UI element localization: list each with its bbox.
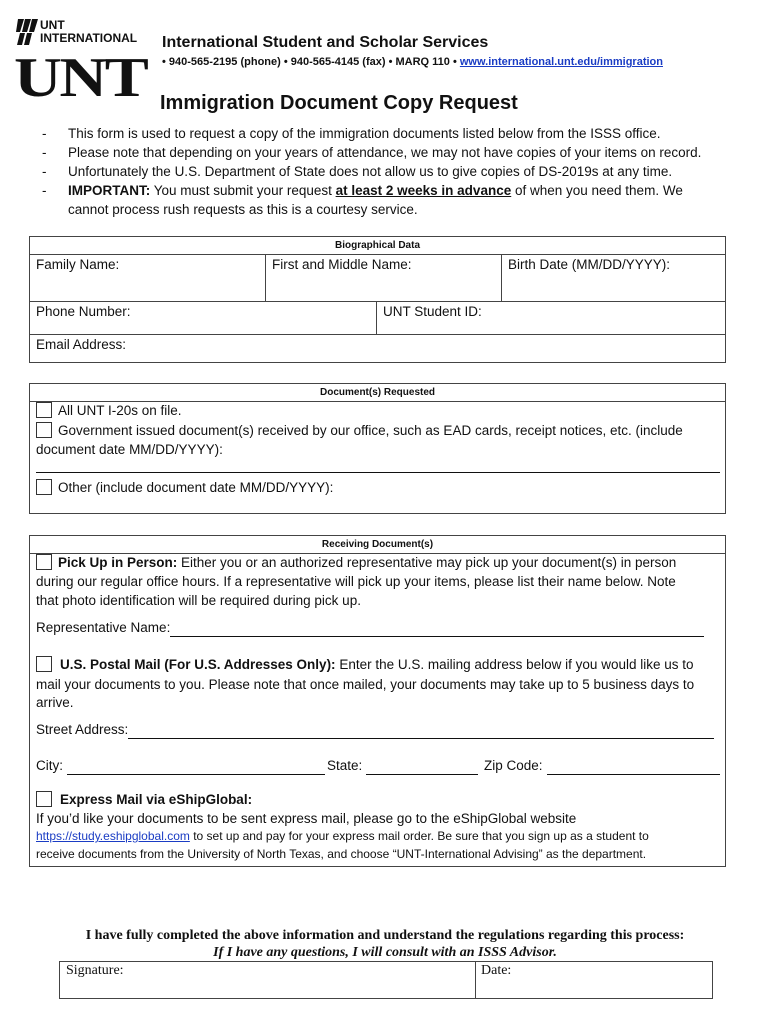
important-label: IMPORTANT: <box>68 183 151 198</box>
postal-option <box>36 655 694 674</box>
option-label-cont: document date MM/DD/YYYY): <box>36 442 223 457</box>
bullet-dash: - <box>42 164 47 179</box>
eshipglobal-link[interactable]: https://study.eshipglobal.com <box>36 829 190 843</box>
pickup-label: Pick Up in Person: <box>58 555 178 570</box>
option-label: Other (include document date MM/DD/YYYY): <box>58 480 334 495</box>
section-header: Document(s) Requested <box>30 384 725 402</box>
representative-name-field[interactable] <box>36 618 704 637</box>
zip-code-field[interactable] <box>484 756 720 775</box>
immigration-link[interactable]: www.international.unt.edu/immigration <box>459 56 663 68</box>
postal-text: arrive. <box>36 695 74 710</box>
document-title: Immigration Document Copy Request <box>160 92 518 114</box>
street-address-field[interactable] <box>36 720 714 739</box>
eagle-icon <box>16 19 38 45</box>
field-label: State: <box>327 758 363 773</box>
postal-label: U.S. Postal Mail (For U.S. Addresses Only): <box>60 657 336 672</box>
signature-field[interactable]: Signature: <box>66 963 124 978</box>
field-label: Representative Name: <box>36 620 171 635</box>
field-label: City: <box>36 758 63 773</box>
option-government-docs <box>36 421 683 440</box>
express-text: receive documents from the University of North Texas, and choose “UNT-International Advising” as the department. <box>36 847 647 861</box>
bullet-text-part: cannot process rush requests as this is a courtesy service. <box>68 202 418 217</box>
pickup-text: that photo identification will be required during pick up. <box>36 593 361 608</box>
list-item <box>42 124 742 143</box>
option-label: All UNT I-20s on file. <box>58 403 182 418</box>
signature-box <box>59 961 713 999</box>
bullet-dash: - <box>42 145 47 160</box>
unt-international-logo <box>16 19 151 47</box>
city-field[interactable] <box>36 756 325 775</box>
other-checkbox[interactable] <box>36 479 52 495</box>
postal-checkbox[interactable] <box>36 656 52 672</box>
postal-text: mail your documents to you. Please note that once mailed, your documents may take up to 5 business days to <box>36 677 695 692</box>
logo-line1: UNT <box>40 18 65 32</box>
government-docs-checkbox[interactable] <box>36 422 52 438</box>
biographical-section <box>29 236 726 363</box>
unt-logo-mark: UNT <box>14 47 147 109</box>
express-label: Express Mail via eShipGlobal: <box>60 792 253 807</box>
email-address-field[interactable]: Email Address: <box>36 337 127 352</box>
intro-list <box>42 124 742 219</box>
bullet-text-part: You must submit your request <box>150 183 336 198</box>
representative-name-line[interactable] <box>170 623 704 637</box>
contact-info: • 940-565-2195 (phone) • 940-565-4145 (fax) • MARQ 110 • <box>162 56 460 68</box>
bullet-text: Unfortunately the U.S. Department of State does not allow us to give copies of DS-2019s at any time. <box>68 164 673 179</box>
street-address-line[interactable] <box>128 725 714 739</box>
office-contact <box>162 56 663 68</box>
option-label: Government issued document(s) received by our office, such as EAD cards, receipt notices, etc. (include <box>58 423 683 438</box>
bullet-text <box>68 181 742 219</box>
list-item <box>42 181 742 219</box>
phone-number-field[interactable]: Phone Number: <box>36 304 131 319</box>
student-id-field[interactable]: UNT Student ID: <box>383 304 482 319</box>
birth-date-field[interactable]: Birth Date (MM/DD/YYYY): <box>508 257 671 272</box>
zip-code-line[interactable] <box>547 761 720 775</box>
i20s-checkbox[interactable] <box>36 402 52 418</box>
bullet-text: This form is used to request a copy of the immigration documents listed below from the ISSS office. <box>68 126 661 141</box>
field-label: Zip Code: <box>484 758 543 773</box>
pickup-checkbox[interactable] <box>36 554 52 570</box>
list-item <box>42 162 742 181</box>
option-i20s <box>36 401 182 420</box>
bullet-text: Please note that depending on your years of attendance, we may not have copies of your items on record. <box>68 145 702 160</box>
pickup-text: during our regular office hours. If a representative will pick up your items, please list their name below. Note <box>36 574 676 589</box>
express-option <box>36 790 252 809</box>
section-header: Receiving Document(s) <box>30 536 725 554</box>
pickup-option <box>36 553 676 572</box>
express-text: If you’d like your documents to be sent express mail, please go to the eShipGlobal website <box>36 811 577 826</box>
option-other <box>36 478 333 497</box>
acknowledgement-statement: I have fully completed the above information and understand the regulations regarding this process: <box>85 928 685 943</box>
date-field[interactable]: Date: <box>481 963 512 978</box>
express-text <box>36 827 649 846</box>
deadline-emphasis: at least 2 weeks in advance <box>335 183 512 198</box>
express-checkbox[interactable] <box>36 791 52 807</box>
pickup-text: Either you or an authorized representative may pick up your document(s) in person <box>177 555 677 570</box>
postal-text: Enter the U.S. mailing address below if you would like us to <box>335 657 694 672</box>
city-line[interactable] <box>67 761 325 775</box>
bullet-text-part: of when you need them. We <box>511 183 683 198</box>
bullet-dash: - <box>42 126 47 141</box>
list-item <box>42 143 742 162</box>
office-title: International Student and Scholar Services <box>162 34 489 51</box>
express-text-part: to set up and pay for your express mail order. Be sure that you sign up as a student to <box>189 829 649 843</box>
section-header: Biographical Data <box>30 237 725 255</box>
field-label: Street Address: <box>36 722 129 737</box>
government-docs-line[interactable] <box>36 472 720 473</box>
family-name-field[interactable]: Family Name: <box>36 257 120 272</box>
state-field[interactable] <box>327 756 478 775</box>
state-line[interactable] <box>366 761 478 775</box>
advisor-statement: If I have any questions, I will consult with an ISSS Advisor. <box>213 945 557 960</box>
first-middle-name-field[interactable]: First and Middle Name: <box>272 257 412 272</box>
logo-line2: INTERNATIONAL <box>40 31 138 45</box>
bullet-dash: - <box>42 183 47 198</box>
